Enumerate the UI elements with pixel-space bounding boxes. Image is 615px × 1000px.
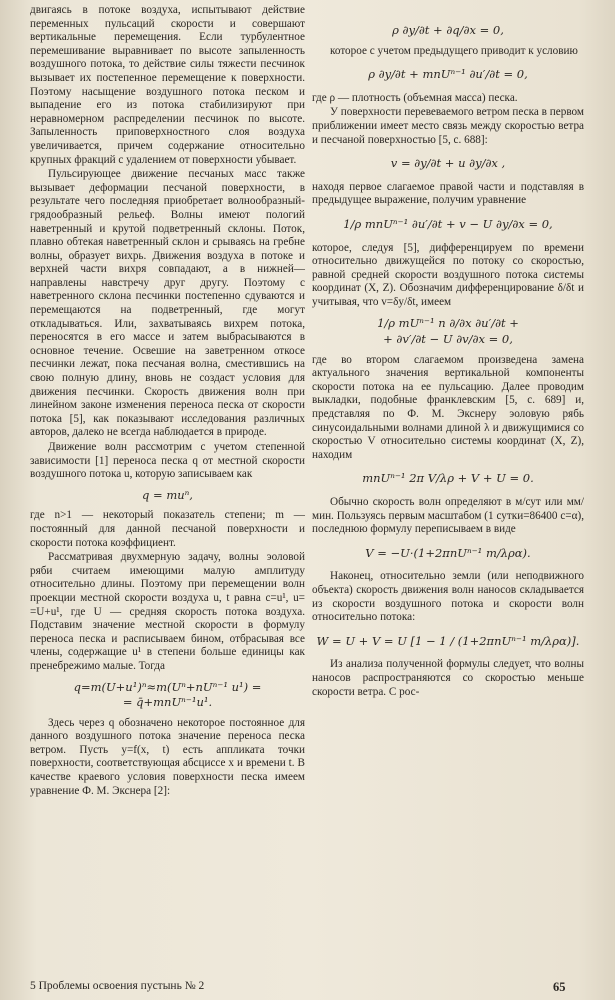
right-column <box>312 4 584 700</box>
equation-binomial-line1: q=m(U+u¹)ⁿ≈m(Uⁿ+nUⁿ⁻¹ u¹) = <box>73 679 262 694</box>
paragraph: Здесь через q обозначено некоторое постоянное для данного воздушного потока значение переноса песка ветром. Пусть y=f(x, t) есть аппликата точки поверхности, соответствующая абсциссе x и времени t. В качестве краевого условия поверхности песка имеем уравнение Ф. М. Экснера [2]: <box>30 716 305 797</box>
equation-surface-velocity: v = ∂y/∂t + u ∂y/∂x , <box>390 156 506 171</box>
paragraph: Из анализа полученной формулы следует, что волны наносов распространяются со скоростью меньше скорости ветра. С рос- <box>312 658 584 698</box>
paragraph: которое с учетом предыдущего приводит к условию <box>330 44 578 57</box>
equation-wave-speed-scaled: V = −U·(1+2πnUⁿ⁻¹ m/λρα). <box>365 545 531 560</box>
paragraph: Пульсирующее движение песчаных масс также вызывает деформации песчаной поверхности, в результате чего последняя приобретает волнообразный-грядообразный рельеф. Волны имеют пологий наветренный и крутой подветренный склоны. Поток, плавно обтекая наветренный склон и срываясь на гребне волны, образует вихрь. Движения воздуха в потоке и верхней части вихря совпадают, а в нижней—направлены навстречу друг другу. Поэтому с наветренного склона песчинки постепенно сдуваются и перемещаются на подветренный, где могут откладываться. Или, захватываясь вихрем потока, переносятся в его массе и затем выбрасываются в основное течение. Освешие на заветренном откосе песчинки лежат, пока песчаная волна, сместившись на свою полную длину, вновь не создаст условия для движения песчинки. Скорость движения волн при линейном законе изменения переноса песка от скорости потока [5], как показывают исследования различных авторов, далеко не всегда наблюдается в природе. <box>30 168 305 439</box>
paragraph: где n>1 — некоторый показатель степени; m — постоянный для данной песчаной поверхности и скорости потока коэффициент. <box>30 509 305 549</box>
equation-transport-law: q = muⁿ, <box>142 487 193 502</box>
paragraph: Наконец, относительно земли (или неподвижного объекта) скорость движения волн наносов складывается из скорости воздушного потока и скорости волн относительно потока: <box>312 570 584 624</box>
equation-ground-speed: W = U + V = U [1 − 1 / (1+2πnUⁿ⁻¹ m/λρα)]. <box>316 633 580 648</box>
equation-exner: ρ ∂y/∂t + ∂q/∂x = 0, <box>392 23 504 37</box>
left-column <box>30 4 305 799</box>
paragraph: двигаясь в потоке воздуха, испытывают действие переменных пульсаций скорости и совершают вертикальные перемещения. Если турбулентное перемешивание выравнивает по высоте запыленность воздушного потока, то действие силы тяжести песчинок вызывает их постепенное перемещение к поверхности. Поэтому насыщение воздушного потока песком и выпадение его из потока стабилизируют при неравномерном распределении песчинок по высоте. Запыленность приповерхностного слоя воздуха увеличивается, причем содержание относительно крупных фракций с удалением от поверхности убывает. <box>30 4 305 166</box>
page-number: 65 <box>553 980 566 994</box>
paragraph: Рассматривая двухмерную задачу, волны эоловой ряби считаем имеющими малую амплитуду относительно длины. Поэтому при перемещении волн проекции местной скорости воздуха u, t равна c=u¹, u= =U+u¹, где U — средняя скорость потока воздуха. Подставим значение местной скорости в формулу переноса песка и расписываем бином, отбрасывая все члены, содержащие u¹ в степени больше единицы как пренебрежимо малые. Тогда <box>30 551 305 672</box>
paragraph: которое, следуя [5], дифференцируем по времени относительно движущейся по потоку со скоростью, равной средней скорости воздушного потока системы координат (X, Z). Обозначим дифференцирование δ/δt и учитывая, что v=δy/δt, имеем <box>312 241 584 308</box>
paragraph: Обычно скорость волн определяют в м/сут или мм/мин. Пользуясь первым масштабом (1 сутки=86400 c=α), последнюю формулу переписываем в виде <box>312 496 584 536</box>
journal-title: 5 Проблемы освоения пустынь № 2 <box>30 980 205 992</box>
equation-wave-speed: mnUⁿ⁻¹ 2π V/λρ + V + U = 0. <box>362 471 534 486</box>
paragraph: Движение волн рассмотрим с учетом степенной зависимости [1] переноса песка q от местной скорости воздушного потока u, которую записываем как <box>30 441 305 481</box>
equation-differentiated-line2: + ∂v′/∂t − U ∂v/∂x = 0, <box>383 332 513 347</box>
equation-condition: ρ ∂y/∂t + mnUⁿ⁻¹ ∂u′/∂t = 0, <box>368 67 528 82</box>
paragraph: где ρ — плотность (объемная масса) песка. <box>312 91 518 104</box>
paragraph: У поверхности перевеваемого ветром песка в первом приближении имеет место связь между скоростью ветра и песчаной поверхностью [5, с. 688]: <box>312 106 584 146</box>
paragraph: находя первое слагаемое правой части и подставляя в предыдущее выражение, получим уравнение <box>312 180 584 207</box>
equation-combined: 1/ρ mnUⁿ⁻¹ ∂u′/∂t + v − U ∂y/∂x = 0, <box>343 216 553 231</box>
paragraph: где во втором слагаемом произведена замена актуального значения вертикальной компоненты скорости потока на ее пульсацию. Далее проводим выкладки, подобные франклевским [5, с. 689] и, представляя по Ф. М. Экснеру эоловую рябь синусоидальными волнами длиной λ и движущимися со скоростью V относительно системы координат (X, Z), находим <box>312 353 584 461</box>
equation-binomial-line2: = q̄+mnUⁿ⁻¹u¹. <box>122 695 213 710</box>
equation-differentiated-line1: 1/ρ mUⁿ⁻¹ n ∂/∂x ∂u′/∂t + <box>377 315 519 330</box>
